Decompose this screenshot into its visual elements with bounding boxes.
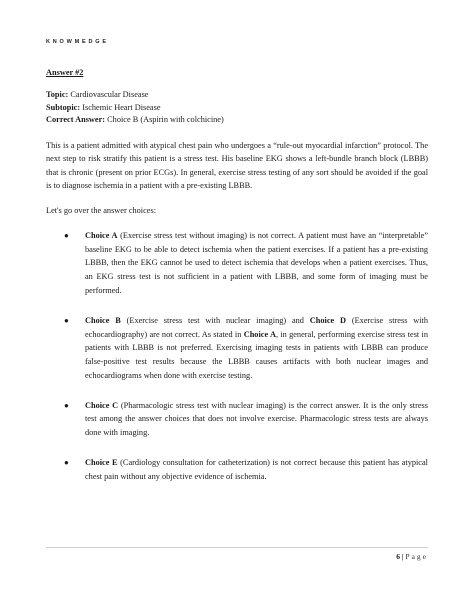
page-footer: [396, 552, 428, 561]
bullet-icon: ●: [64, 457, 69, 467]
document-body: [46, 67, 428, 499]
choices-list: [46, 229, 428, 483]
choice-text: (Exercise stress test without imaging) is not correct. A patient must have an “interpretable” baseline EKG to be able to detect ischemia when the patient exercises. If a patient has a pre-existing LBBB, then the EKG cannot be used to detect ischemia that develops when a patient exercises. Thus, an EKG stress test is not sufficient in a patient with LBBB, and some form of imaging must be performed.: [85, 230, 428, 295]
choice-label: Choice C: [85, 400, 119, 410]
choices-intro: Let's go over the answer choices:: [46, 205, 157, 215]
list-item-choice-a: [46, 229, 428, 298]
choice-text: (Exercise stress test with nuclear imaging) and: [120, 315, 310, 325]
correct-answer-line: [46, 114, 428, 126]
answer-title: Answer #2: [46, 68, 84, 77]
choice-text: (Pharmacologic stress test with nuclear imaging) is the correct answer. It is the only stress test among the answer choices that does not involve exercise. Pharmacologic stress tests are always done with imaging.: [85, 400, 428, 438]
topic-line: [46, 89, 428, 101]
choice-label: Choice E: [85, 457, 118, 467]
choice-text: (Exercise stress with echocardiography) are not correct. As stated in: [85, 315, 428, 339]
correct-answer-label: Correct Answer:: [46, 115, 106, 125]
choice-label: Choice D: [309, 315, 347, 325]
page-word: Page: [405, 552, 428, 561]
bullet-icon: ●: [64, 400, 69, 410]
list-item-choice-e: [46, 456, 428, 484]
subtopic-value: Ischemic Heart Disease: [82, 102, 161, 112]
choice-label: Choice A: [243, 329, 276, 339]
choice-label: Choice B: [85, 315, 121, 325]
choice-text: (Cardiology consultation for catheterization) is not correct because this patient has atypical chest pain without any objective evidence of ischemia.: [85, 457, 428, 481]
answer-meta: [46, 89, 428, 126]
brand-header: KNOWMEDGE: [46, 39, 109, 45]
topic-value: Cardiovascular Disease: [70, 90, 149, 100]
choice-text: , in general, performing exercise stress test in patients with LBBB is not preferred. Exercising imaging tests in patients with LBBB can produce false-positive test results because the LBBB causes artifacts with both nuclear images and echocardiograms when done with exercise testing.: [85, 329, 428, 380]
list-item-choice-c: [46, 399, 428, 440]
bullet-icon: ●: [64, 230, 69, 240]
list-item-choice-b-d: [46, 314, 428, 383]
subtopic-label: Subtopic:: [46, 102, 81, 112]
footer-divider: [46, 547, 428, 548]
subtopic-line: [46, 102, 428, 114]
topic-label: Topic:: [46, 90, 69, 100]
choice-label: Choice A: [85, 230, 118, 240]
bullet-icon: ●: [64, 315, 69, 325]
page-number: 6: [396, 552, 400, 561]
explanation-paragraph: This is a patient admitted with atypical chest pain who undergoes a “rule-out myocardial infarction” protocol. The next step to risk stratify this patient is a stress test. His baseline EKG shows a left-bundle branch block (LBBB) that is chronic (present on prior ECGs). In general, exercise stress testing of any sort should be avoided if the goal is to diagnose ischemia in a patient with a pre-existing LBBB.: [46, 140, 428, 191]
footer-separator: |: [400, 552, 406, 561]
correct-answer-value: Choice B (Aspirin with colchicine): [107, 115, 224, 125]
